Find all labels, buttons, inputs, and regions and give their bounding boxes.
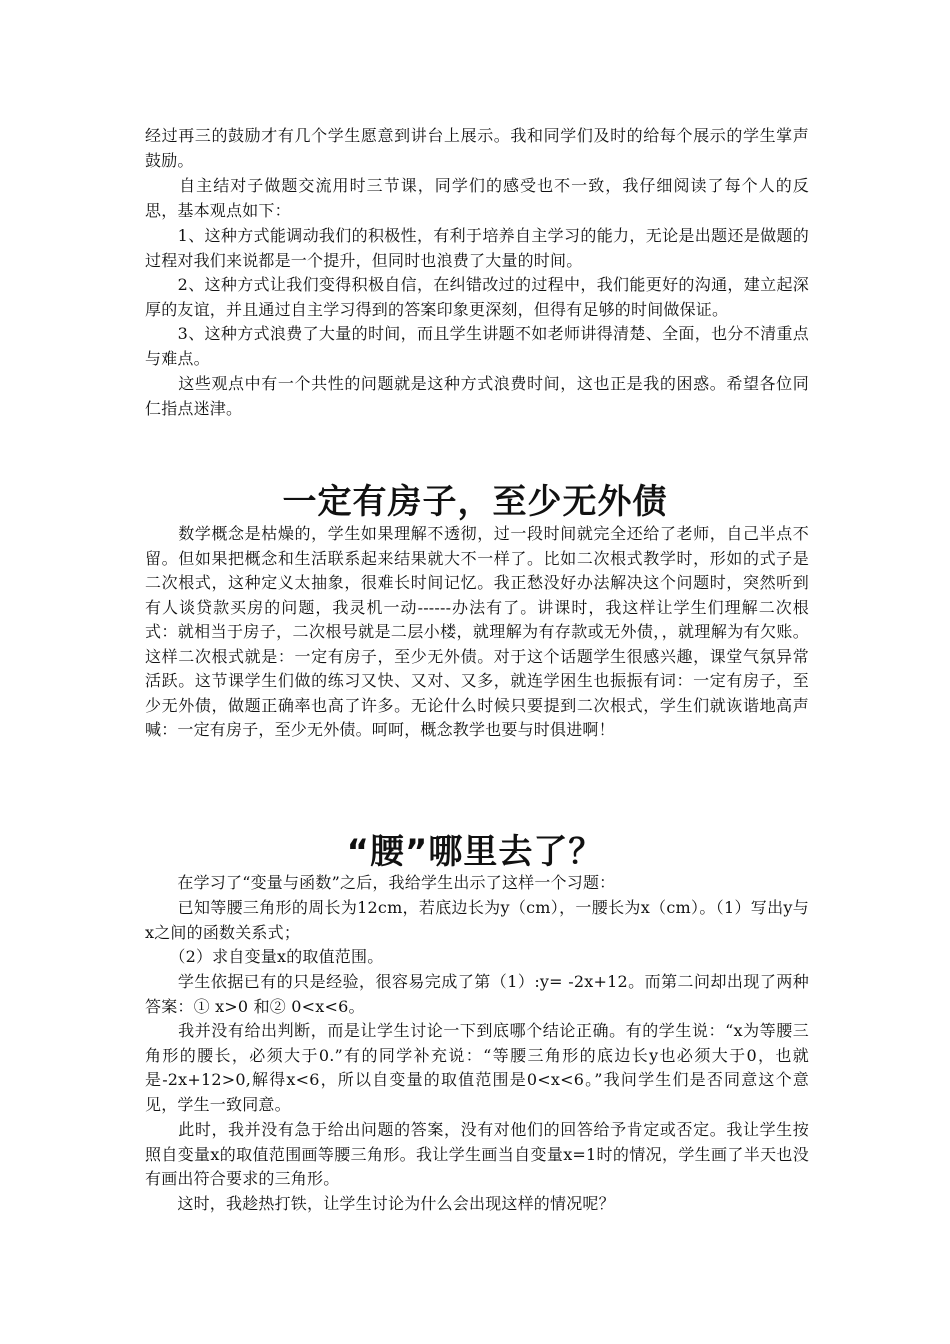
paragraph-s1-1: 经过再三的鼓励才有几个学生愿意到讲台上展示。我和同学们及时的给每个展示的学生掌声鼓励。: [145, 126, 809, 170]
paragraph-s3-5: 我并没有给出判断，而是让学生讨论一下到底哪个结论正确。有的学生说：“x为等腰三角形的腰长，必须大于0.”有的同学补充说：“等腰三角形的底边长y也必须大于0，也就是-2x+12>0,解得x<6，所以自变量的取值范围是0<x<6。”我问学生们是否同意这个意见，学生一致同意。: [145, 1021, 809, 1114]
paragraph-s2-1: 数学概念是枯燥的，学生如果理解不透彻，过一段时间就完全还给了老师，自己半点不留。但如果把概念和生活联系起来结果就大不一样了。比如二次根式教学时，形如的式子是二次根式，这种定义太抽象，很难长时间记忆。我正愁没好办法解决这个问题时，突然听到有人谈贷款买房的问题，我灵机一动------办法有了。讲课时，我这样让学生们理解二次根式：就相当于房子，二次根号就是二层小楼，就理解为有存款或无外债，，就理解为有欠账。这样二次根式就是：一定有房子，至少无外债。对于这个话题学生很感兴趣，课堂气氛异常活跃。这节课学生们做的练习又快、又对、又多，就连学困生也振振有词：一定有房子，至少无外债，做题正确率也高了许多。无论什么时候只要提到二次根式，学生们就诙谐地高声喊：一定有房子，至少无外债。呵呵，概念教学也要与时俱进啊！: [145, 524, 809, 739]
paragraph-s1-2: 自主结对子做题交流用时三节课，同学们的感受也不一致，我仔细阅读了每个人的反思，基本观点如下：: [145, 176, 809, 220]
paragraph-s1-5: 3、这种方式浪费了大量的时间，而且学生讲题不如老师讲得清楚、全面，也分不清重点与难点。: [145, 324, 809, 368]
paragraph-s3-2: 已知等腰三角形的周长为12cm，若底边长为y（cm），一腰长为x（cm）。（1）写出y与x之间的函数关系式；: [145, 898, 809, 942]
paragraph-s3-4: 学生依据已有的只是经验，很容易完成了第（1）:y= -2x+12。而第二问却出现了两种答案：① x>0 和② 0<x<6。: [145, 972, 809, 1016]
paragraph-s3-7: 这时，我趁热打铁，让学生讨论为什么会出现这样的情况呢？: [145, 1194, 615, 1213]
paragraph-s1-6: 这些观点中有一个共性的问题就是这种方式浪费时间，这也正是我的困惑。希望各位同仁指点迷津。: [145, 374, 809, 418]
section-title-waist: “腰”哪里去了？: [346, 832, 604, 872]
paragraph-s3-1: 在学习了“变量与函数”之后，我给学生出示了这样一个习题：: [145, 873, 616, 892]
paragraph-s3-6: 此时，我并没有急于给出问题的答案，没有对他们的回答给予肯定或否定。我让学生按照自变量x的取值范围画等腰三角形。我让学生画当自变量x=1时的情况，学生画了半天也没有画出符合要求的三角形。: [145, 1120, 809, 1188]
paragraph-s1-3: 1、这种方式能调动我们的积极性，有利于培养自主学习的能力，无论是出题还是做题的过程对我们来说都是一个提升，但同时也浪费了大量的时间。: [145, 226, 809, 270]
section-title-house: 一定有房子，至少无外债: [282, 482, 668, 522]
paragraph-s1-4: 2、这种方式让我们变得积极自信，在纠错改过的过程中，我们能更好的沟通，建立起深厚的友谊，并且通过自主学习得到的答案印象更深刻，但得有足够的时间做保证。: [145, 275, 809, 319]
paragraph-s3-3: （2）求自变量x的取值范围。: [145, 947, 384, 966]
